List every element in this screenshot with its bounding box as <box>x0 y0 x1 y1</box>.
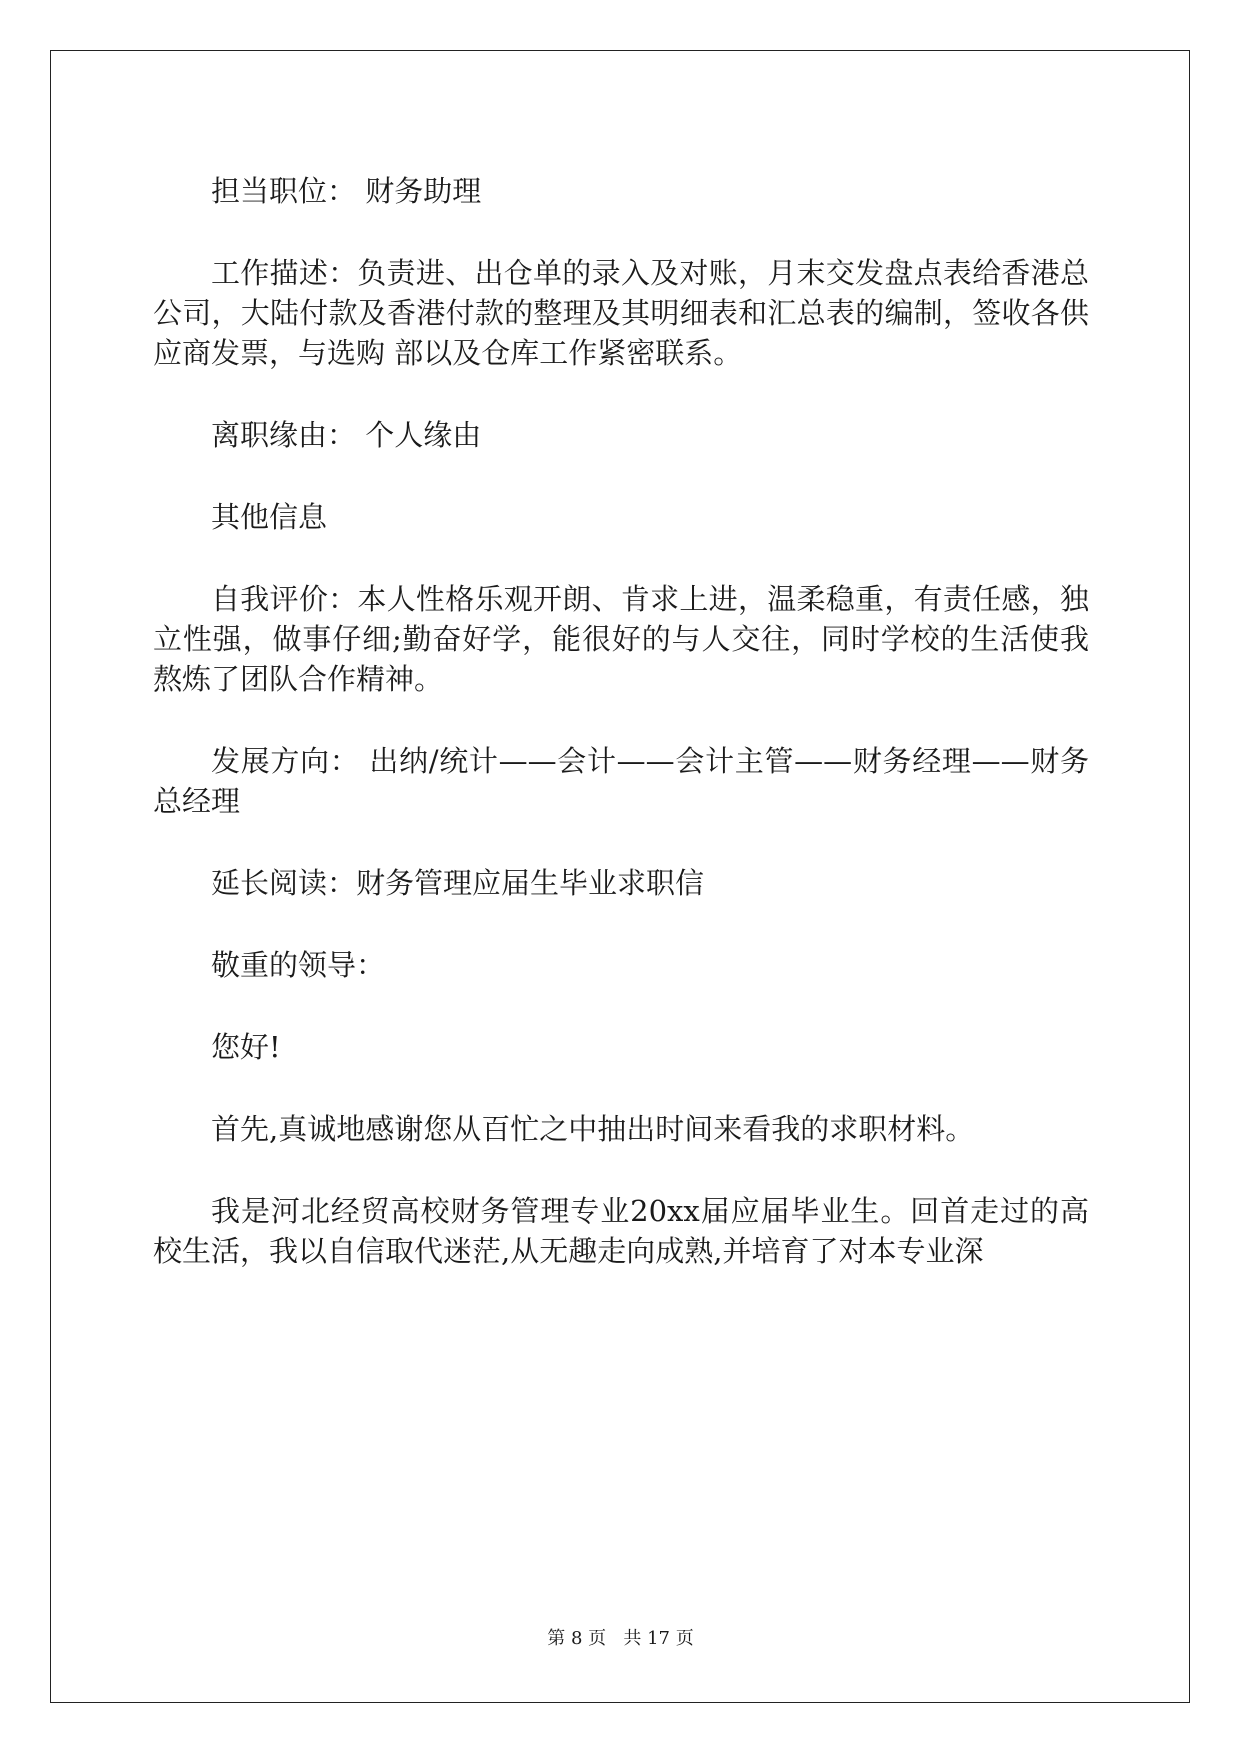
paragraph-greeting: 您好! <box>211 1030 281 1064</box>
page-number: 第 8 页 共 17 页 <box>547 1628 694 1649</box>
document-body <box>153 150 1089 1292</box>
paragraph-other-info: 其他信息 <box>211 500 328 534</box>
paragraph-introduction: 我是河北经贸高校财务管理专业20xx届应届毕业生。回首走过的高校生活，我以自信取代迷茫,从无趣走向成熟,并培育了对本专业深 <box>153 1194 1089 1268</box>
paragraph-position: 担当职位： 财务助理 <box>211 174 482 208</box>
paragraph-salutation: 敬重的领导： <box>211 948 386 982</box>
paragraph-self-evaluation: 自我评价：本人性格乐观开朗、肯求上进，温柔稳重，有责任感，独立性强，做事仔细;勤奋好学，能很好的与人交往，同时学校的生活使我熬炼了团队合作精神。 <box>153 582 1089 696</box>
paragraph-leave-reason: 离职缘由： 个人缘由 <box>211 418 482 452</box>
paragraph-thanks: 首先,真诚地感谢您从百忙之中抽出时间来看我的求职材料。 <box>211 1112 975 1146</box>
paragraph-job-description: 工作描述：负责进、出仓单的录入及对账，月末交发盘点表给香港总公司，大陆付款及香港付款的整理及其明细表和汇总表的编制，签收各供应商发票，与选购 部以及仓库工作紧密联系。 <box>153 256 1089 370</box>
paragraph-extended-reading: 延长阅读：财务管理应届生毕业求职信 <box>211 866 705 900</box>
paragraph-career-direction: 发展方向： 出纳/统计——会计——会计主管——财务经理——财务总经理 <box>153 744 1089 818</box>
